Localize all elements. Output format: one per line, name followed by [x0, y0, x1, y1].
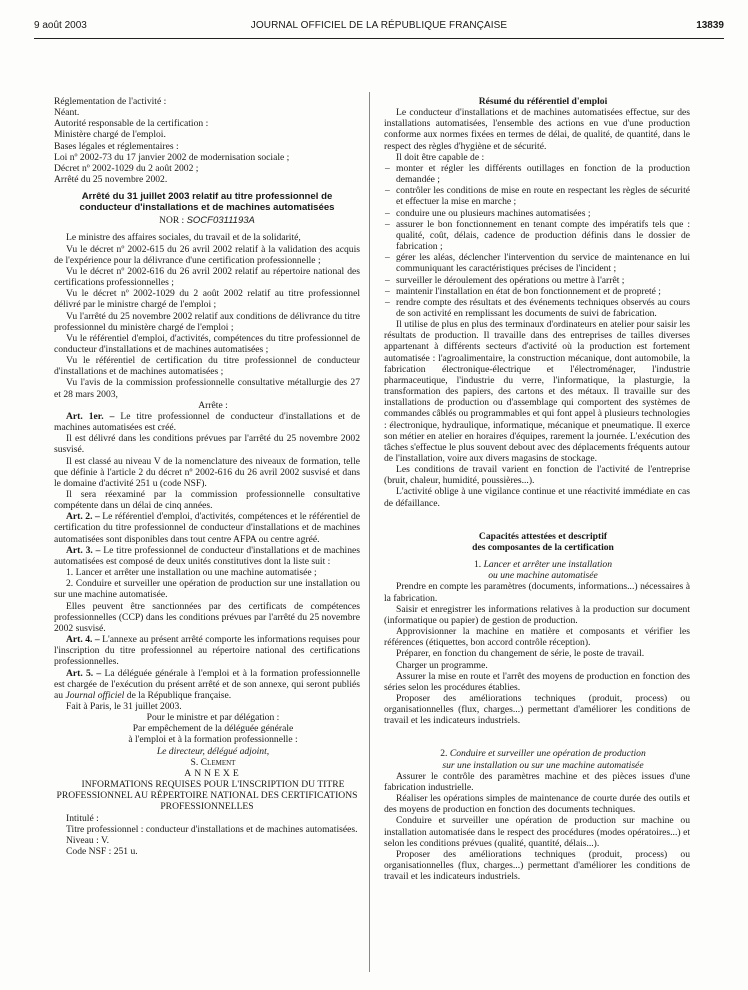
unit-title-line: ou une machine automatisée — [488, 570, 598, 582]
paragraph: Le ministre des affaires sociales, du travail et de la solidarité, — [66, 232, 301, 244]
journal-title: JOURNAL OFFICIEL DE LA RÉPUBLIQUE FRANÇAISE — [250, 20, 508, 31]
right-column — [384, 96, 690, 882]
unit-title-line: Conduire et surveiller une opération de production — [449, 748, 646, 760]
paragraph: Il utilise de plus en plus des terminaux d'ordinateurs en atelier pour saisir les résultats de production. Il travaille dans des entreprises de tailles diverses appartenant à différents secteurs d'activité où la production est fortement automatisée : l'agroalimentaire, la construction mécanique, dont automobile, la fabrication électronique-électrique et l'électroménager, l'industrie pharmaceutique, l'industrie du verre, l'informatique, la plasturgie, la transformation des papiers, des cartons et des métaux. Il travaille sur des installations de production ou d'assemblage qui comportent des systèmes de commandes câblés ou programmables et qui font appel à plusieurs technologies : électronique, hydraulique, informatique, mécanique et pneumatique. Il exerce son métier en atelier en horaires d'équipes, rarement la journée. L'exécution des tâches s'effectue le plus souvent debout avec des déplacements fréquents autour de l'installation, voire aux divers magasins de stockage. — [384, 319, 690, 464]
arrete-title: Arrêté du 31 juillet 2003 relatif au titre professionnel de conducteur d'installations et de machines automatisées — [79, 191, 335, 214]
header-rule — [34, 38, 724, 39]
annex-line: Intitulé : — [66, 812, 99, 824]
intro-block — [54, 96, 360, 185]
article-text: de la République française. — [126, 689, 232, 701]
intro-line: Réglementation de l'activité : — [54, 96, 167, 107]
capable-intro: Il doit être capable de : — [396, 151, 485, 163]
paragraph: Préparer, en fonction du changement de série, le poste de travail. — [396, 648, 645, 660]
paragraph: Saisir et enregistrer les informations relatives à la production sur document (informatique ou papier) de gestion de production. — [384, 603, 690, 626]
paragraph: Vu l'avis de la commission professionnelle consultative métallurgie des 27 et 28 mars 2003, — [54, 377, 360, 400]
article-2 — [54, 511, 360, 544]
left-column — [54, 96, 360, 857]
intro-line: Ministère chargé de l'emploi. — [54, 129, 166, 141]
nor-reference — [54, 215, 360, 227]
paragraph: Vu le décret nº 2002-615 du 26 avril 2002 relatif à la validation des acquis de l'expérience pour la délivrance d'une certification professionnelle ; — [54, 243, 360, 266]
paragraph: Assurer le contrôle des paramètres machine et des pièces issues d'une fabrication industrielle. — [384, 770, 690, 793]
annex-line: Titre professionnel : conducteur d'installations et de machines automatisées. — [66, 823, 358, 835]
paragraph: Réaliser les opérations simples de maintenance de courte durée des outils et des moyens de production en fonction des documents techniques. — [384, 793, 690, 816]
article-5 — [54, 668, 360, 701]
fait-a-paris: Fait à Paris, le 31 juillet 2003. — [66, 700, 182, 712]
paragraph: L'activité oblige à une vigilance continue et une réactivité immédiate en cas de défaillance. — [384, 486, 690, 509]
annex-title: INFORMATIONS REQUISES POUR L'INSCRIPTION DU TITRE PROFESSIONNEL AU RÉPERTOIRE NATIONAL DES CERTIFICATIONS PROFESSIONNELLES — [56, 779, 358, 813]
intro-line: Arrêté du 25 novembre 2002. — [54, 174, 168, 186]
paragraph: Proposer des améliorations techniques (produit, process) ou organisationnelles (flux, charges...) permettant d'améliorer les conditions de travail et les indicateurs industriels. — [384, 692, 690, 727]
paragraph: Il est délivré dans les conditions prévues par l'arrêté du 25 novembre 2002 susvisé. — [54, 433, 360, 456]
paragraph: Vu le référentiel de certification du titre professionnel de conducteur d'installations et de machines automatisées ; — [54, 355, 360, 378]
article-label: Art. 2. – — [66, 511, 100, 523]
page-number: 13839 — [696, 20, 724, 31]
article-text: L'annexe au présent arrêté comporte les informations requises pour l'inscription du titre professionnel au répertoire national des certifications professionnelles. — [54, 634, 360, 668]
paragraph: Elles peuvent être sanctionnées par des certificats de compétences professionnelles (CCP) dans les conditions prévues par l'arrêté du 25 novembre 2002 susvisé. — [54, 600, 360, 634]
intro-line: Bases légales et réglementaires : — [54, 140, 179, 152]
paragraph: Conduire et surveiller une opération de production sur machine ou installation automatisée dans le respect des procédures (modes opératoires...) et selon les conditions prévues (qualité, quantité, délais...). — [384, 815, 690, 849]
column-divider — [369, 92, 370, 972]
journal-officiel-ref: Journal officiel — [65, 689, 125, 701]
list-item: – surveiller le déroulement des opérations ou mettre à l'arrêt ; — [396, 275, 690, 286]
article-4 — [54, 634, 360, 667]
annex-line: Niveau : V. — [66, 834, 110, 846]
annex-line: Code NSF : 251 u. — [66, 846, 138, 857]
paragraph: Il sera réexaminé par la commission professionnelle consultative compétente dans un délai de cinq années. — [54, 489, 360, 512]
article-text: Le titre professionnel de conducteur d'installations et de machines automatisées est créé. — [54, 410, 360, 434]
resume-title: Résumé du référentiel d'emploi — [478, 96, 608, 107]
list-item: – conduire une ou plusieurs machines automatisées ; — [396, 208, 690, 219]
article-3 — [54, 545, 360, 567]
paragraph: Assurer la mise en route et l'arrêt des moyens de production en fonction des séries selon les procédures établies. — [384, 670, 690, 693]
unit-number: 2. — [440, 748, 448, 760]
nor-label: NOR : — [159, 216, 185, 227]
intro-line: Autorité responsable de la certification : — [54, 118, 209, 130]
arrete-word: Arrête : — [198, 399, 228, 411]
list-item: 2. Conduire et surveiller une opération de production sur une installation ou sur une machine automatisée. — [54, 578, 360, 601]
article-label: Art. 3. – — [66, 544, 101, 556]
signature-line: Pour le ministre et par délégation : — [146, 712, 280, 724]
paragraph: Vu le décret nº 2002-616 du 26 avril 2002 relatif au répertoire national des certifications professionnelles ; — [54, 265, 360, 289]
article-label: Art. 1er. – — [66, 410, 115, 422]
page-header — [34, 20, 724, 36]
article-text: Le titre professionnel de conducteur d'installations et de machines automatisées est composé de deux unités constitutives dont la liste suit : — [54, 544, 361, 567]
signature-block — [54, 712, 360, 768]
article-text: Le référentiel d'emploi, d'activités, compétences et le référentiel de certification du titre professionnel de conducteur d'installations et de machines automatisées sont disponibles dans tout centre AFPA ou centre agréé. — [54, 511, 360, 545]
unit-2-title — [384, 748, 690, 759]
unit-title-line: Lancer et arrêter une installation — [483, 559, 613, 571]
signatory-role: Le directeur, délégué adjoint, — [156, 745, 270, 757]
capacities-subtitle: des composantes de la certification — [472, 541, 614, 553]
capacities-title: Capacités attestées et descriptif — [478, 530, 608, 542]
unit-1-title — [384, 559, 690, 570]
paragraph: Approvisionner la machine en matière et composants et vérifier les références (étiquettes, bon accord contrôle réception). — [384, 626, 690, 649]
paragraph: Vu le décret nº 2002-1029 du 2 août 2002 relatif au titre professionnel délivré par le ministre chargé de l'emploi ; — [54, 288, 360, 311]
article-label: Art. 4. – — [66, 634, 100, 646]
intro-line: Néant. — [54, 107, 80, 119]
paragraph: Proposer des améliorations techniques (produit, process) ou organisationnelles (flux, charges...) permettant d'améliorer les conditions de travail et les indicateurs industriels. — [384, 848, 690, 883]
signature-line: Par empêchement de la déléguée générale — [132, 723, 294, 735]
annex-heading: ANNEXE — [184, 767, 242, 779]
nor-code: SOCF0311193A — [186, 215, 255, 227]
paragraph: Charger un programme. — [396, 659, 488, 671]
list-item: – maintenir l'installation en état de bon fonctionnement et de propreté ; — [396, 286, 690, 297]
paragraph: Il est classé au niveau V de la nomenclature des niveaux de formation, telle que définie à l'article 2 du décret nº 2002-616 du 26 avril 2002 susvisé et dans le domaine d'activité 251 u (code NSF). — [54, 455, 360, 489]
list-item: – gérer les aléas, déclencher l'intervention du service de maintenance en lui communiquant les caractéristiques précises de l'incident ; — [396, 252, 690, 274]
intro-line: Loi nº 2002-73 du 17 janvier 2002 de modernisation sociale ; — [54, 151, 290, 163]
list-item: – contrôler les conditions de mise en route en respectant les règles de sécurité et effectuer la mise en marche ; — [396, 185, 690, 207]
capability-list — [384, 163, 690, 319]
paragraph: Prendre en compte les paramètres (documents, informations...) nécessaires à la fabrication. — [384, 581, 690, 604]
list-item: – assurer le bon fonctionnement en tenant compte des impératifs tels que : qualité, coût, délais, cadence de production définis dans le dossier de fabrication ; — [396, 219, 690, 252]
list-item: – rendre compte des résultats et des événements techniques observés au cours de son activité en remplissant les documents de suivi de fabrication. — [396, 297, 690, 319]
intro-line: Décret nº 2002-1029 du 2 août 2002 ; — [54, 162, 199, 174]
paragraph: Les conditions de travail varient en fonction de l'activité de l'entreprise (bruit, chaleur, humidité, poussières...). — [384, 464, 690, 487]
header-date: 9 août 2003 — [34, 20, 87, 31]
paragraph: Vu l'arrêté du 25 novembre 2002 relatif aux conditions de délivrance du titre professionnel du ministère chargé de l'emploi ; — [54, 310, 360, 333]
paragraph: Vu le référentiel d'emploi, d'activités, compétences du titre professionnel de conducteur d'installations et de machines automatisées ; — [54, 332, 360, 355]
list-item: 1. Lancer et arrêter une installation ou une machine automatisée ; — [66, 567, 317, 579]
signature-line: à l'emploi et à la formation professionnelle : — [128, 734, 298, 746]
unit-number: 1. — [473, 559, 482, 571]
article-text: La déléguée générale à l'emploi et à la formation professionnelle est chargée de l'exécution du présent arrêté et de son annexe, qui seront publiés au — [54, 667, 360, 701]
signatory-name: S. Clement — [190, 756, 236, 768]
list-item: – monter et régler les différents outillages en fonction de la production demandée ; — [396, 163, 690, 185]
unit-title-line: sur une installation ou sur une machine automatisée — [442, 759, 644, 771]
paragraph: Le conducteur d'installations et de machines automatisées effectue, sur des installations automatisées, l'ensemble des actions en vue d'une production conforme aux normes fixées en termes de délai, de qualité, de quantité, dans le respect des règles d'hygiène et de sécurité. — [384, 107, 690, 152]
article-1 — [54, 411, 360, 433]
article-label: Art. 5. – — [66, 667, 102, 679]
